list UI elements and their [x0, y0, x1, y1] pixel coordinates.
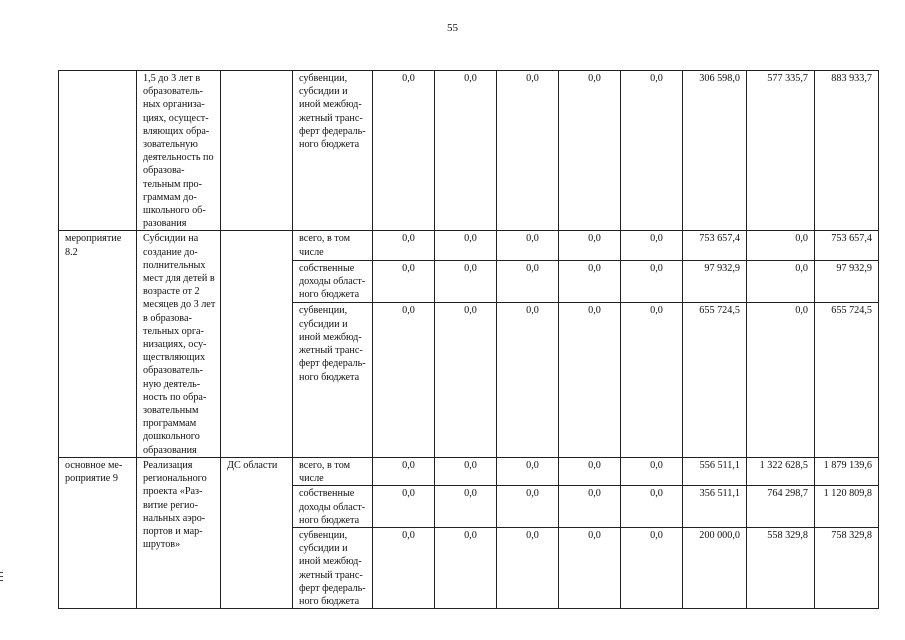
value-cell: 0,0 [497, 486, 559, 528]
value-cell: 97 932,9 [815, 260, 879, 303]
measure-name-cell: Реализация регионального проекта «Раз-витие регио-нальных аэро-портов и мар-шрутов» [137, 457, 221, 608]
value-cell: 577 335,7 [747, 71, 815, 231]
measure-name-cell: 1,5 до 3 лет в образователь-ных организа-циях, осущест-вляющих обра-зовательную деятельность по образова-тельным про-граммам до-школьного об-разования [137, 71, 221, 231]
funding-source-cell: субвенции, субсидии и иной межбюд-жетный транс-ферт федераль-ного бюджета [293, 527, 373, 608]
value-cell: 0,0 [559, 486, 621, 528]
value-cell: 0,0 [621, 303, 683, 457]
value-cell: 0,0 [435, 71, 497, 231]
table-body [59, 71, 879, 609]
executor-cell [221, 231, 293, 457]
page-number: 55 [447, 22, 458, 34]
value-cell: 0,0 [559, 71, 621, 231]
table-row [59, 231, 879, 260]
value-cell: 0,0 [373, 231, 435, 260]
value-cell: 0,0 [559, 457, 621, 485]
value-cell: 0,0 [497, 527, 559, 608]
value-cell: 0,0 [497, 231, 559, 260]
funding-source-cell: собственные доходы област-ного бюджета [293, 486, 373, 528]
funding-source-cell: всего, в том числе [293, 457, 373, 485]
value-cell: 758 329,8 [815, 527, 879, 608]
value-cell: 0,0 [621, 231, 683, 260]
value-cell: 1 322 628,5 [747, 457, 815, 485]
value-cell: 0,0 [559, 303, 621, 457]
value-cell: 0,0 [497, 457, 559, 485]
funding-source-cell: собственные доходы област-ного бюджета [293, 260, 373, 303]
event-cell [59, 71, 137, 231]
value-cell: 0,0 [497, 71, 559, 231]
value-cell: 558 329,8 [747, 527, 815, 608]
event-cell: основное ме-роприятие 9 [59, 457, 137, 608]
value-cell: 753 657,4 [683, 231, 747, 260]
value-cell: 0,0 [559, 527, 621, 608]
value-cell: 0,0 [435, 231, 497, 260]
value-cell: 0,0 [497, 303, 559, 457]
value-cell: 0,0 [747, 260, 815, 303]
executor-cell [221, 71, 293, 231]
scan-edge-mark [0, 580, 3, 581]
value-cell: 0,0 [373, 527, 435, 608]
value-cell: 0,0 [621, 527, 683, 608]
value-cell: 0,0 [435, 527, 497, 608]
value-cell: 0,0 [621, 486, 683, 528]
value-cell: 0,0 [373, 486, 435, 528]
value-cell: 655 724,5 [815, 303, 879, 457]
value-cell: 655 724,5 [683, 303, 747, 457]
value-cell: 200 000,0 [683, 527, 747, 608]
value-cell: 0,0 [621, 260, 683, 303]
value-cell: 0,0 [435, 260, 497, 303]
value-cell: 0,0 [373, 260, 435, 303]
value-cell: 0,0 [435, 303, 497, 457]
event-cell: мероприятие 8.2 [59, 231, 137, 457]
value-cell: 0,0 [435, 486, 497, 528]
table-row [59, 457, 879, 485]
funding-source-cell: всего, в том числе [293, 231, 373, 260]
funding-source-cell: субвенции, субсидии и иной межбюд-жетный транс-ферт федераль-ного бюджета [293, 71, 373, 231]
value-cell: 0,0 [621, 71, 683, 231]
funding-source-cell: субвенции, субсидии и иной межбюд-жетный транс-ферт федераль-ного бюджета [293, 303, 373, 457]
value-cell: 883 933,7 [815, 71, 879, 231]
value-cell: 0,0 [747, 303, 815, 457]
value-cell: 0,0 [621, 457, 683, 485]
table-row [59, 71, 879, 231]
value-cell: 306 598,0 [683, 71, 747, 231]
value-cell: 0,0 [559, 231, 621, 260]
value-cell: 0,0 [559, 260, 621, 303]
value-cell: 556 511,1 [683, 457, 747, 485]
value-cell: 0,0 [373, 457, 435, 485]
value-cell: 1 120 809,8 [815, 486, 879, 528]
measure-name-cell: Субсидии на создание до-полнительных мест для детей в возрасте от 2 месяцев до 3 лет в образова-тельных орга-низациях, осу-ществляющих образователь-ную деятель-ность по обра-зовательным программам дошкольного образования [137, 231, 221, 457]
value-cell: 764 298,7 [747, 486, 815, 528]
value-cell: 97 932,9 [683, 260, 747, 303]
scan-edge-mark [0, 572, 3, 573]
executor-cell: ДС области [221, 457, 293, 608]
value-cell: 0,0 [435, 457, 497, 485]
budget-table [58, 70, 879, 609]
scan-edge-mark [0, 576, 3, 577]
value-cell: 0,0 [747, 231, 815, 260]
value-cell: 0,0 [373, 71, 435, 231]
value-cell: 0,0 [373, 303, 435, 457]
value-cell: 753 657,4 [815, 231, 879, 260]
value-cell: 1 879 139,6 [815, 457, 879, 485]
value-cell: 356 511,1 [683, 486, 747, 528]
value-cell: 0,0 [497, 260, 559, 303]
